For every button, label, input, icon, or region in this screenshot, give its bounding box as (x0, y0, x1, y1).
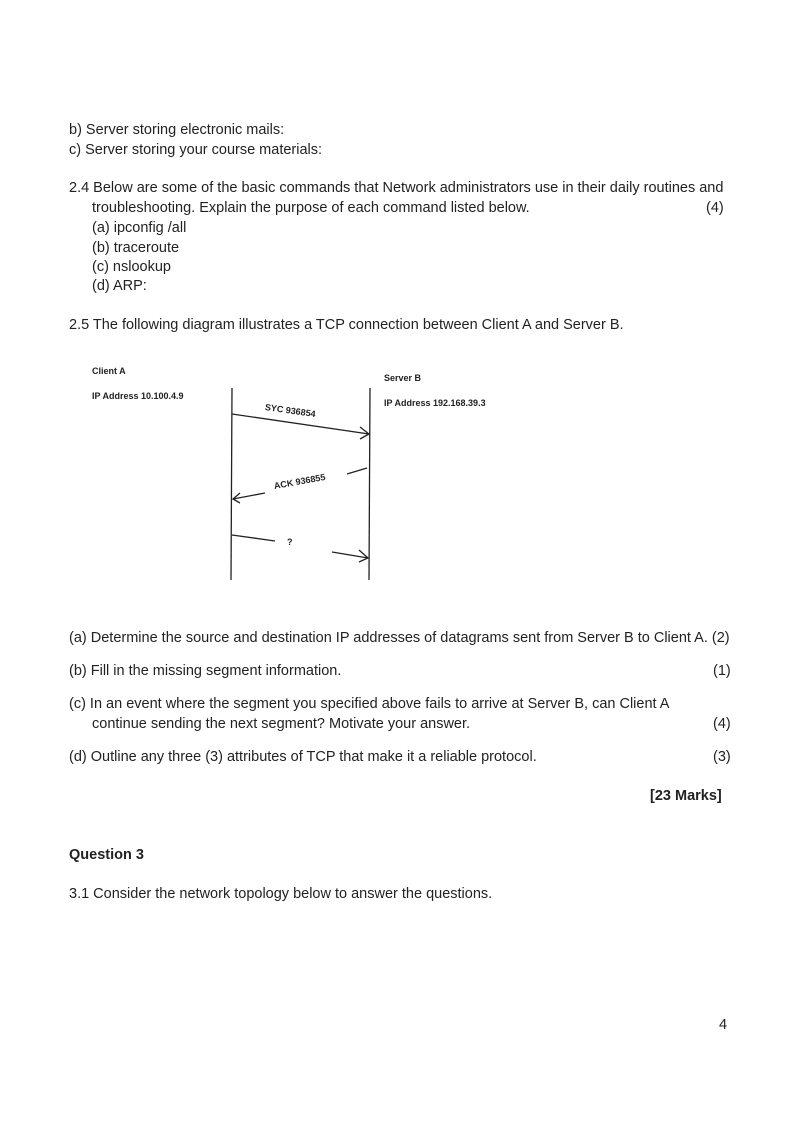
client-label: Client A (92, 366, 126, 376)
q24-marks: (4) (706, 200, 724, 216)
q24-item-a: (a) ipconfig /all (92, 220, 187, 236)
server-label: Server B (384, 373, 422, 383)
question-3-heading: Question 3 (69, 847, 144, 863)
syn-label: SYC 936854 (264, 402, 317, 420)
q25-intro: 2.5 The following diagram illustrates a TCP connection between Client A and Server B. (69, 317, 624, 333)
q24-line1: 2.4 Below are some of the basic commands that Network administrators use in their daily routines and (69, 180, 724, 196)
q25-d: (d) Outline any three (3) attributes of TCP that make it a reliable protocol. (69, 749, 537, 765)
q22-c: c) Server storing your course materials: (69, 142, 323, 158)
missing-arrow-left (232, 535, 275, 541)
q24-item-c: (c) nslookup (92, 259, 171, 275)
ack-arrow-right (347, 468, 367, 474)
server-timeline (369, 388, 370, 580)
syn-arrow (232, 414, 369, 434)
total-marks: [23 Marks] (650, 788, 722, 804)
q24-item-b: (b) traceroute (92, 240, 180, 256)
ack-label: ACK 936855 (273, 472, 327, 491)
q25-a: (a) Determine the source and destination IP addresses of datagrams sent from Server B to Client A. (2) (69, 630, 730, 646)
ack-arrow-left (233, 493, 265, 499)
q31: 3.1 Consider the network topology below to answer the questions. (69, 886, 493, 902)
q25-b-marks: (1) (713, 663, 731, 679)
missing-segment-label: ? (287, 537, 293, 547)
q24-item-d: (d) ARP: (92, 278, 147, 294)
client-timeline (231, 388, 232, 580)
client-ip: IP Address 10.100.4.9 (92, 391, 184, 401)
q25-c-line2: continue sending the next segment? Motivate your answer. (92, 716, 471, 732)
q22-b: b) Server storing electronic mails: (69, 122, 285, 138)
q25-d-marks: (3) (713, 749, 731, 765)
q25-b: (b) Fill in the missing segment information. (69, 663, 342, 679)
q25-c-marks: (4) (713, 716, 731, 732)
server-ip: IP Address 192.168.39.3 (384, 398, 486, 408)
page-number: 4 (719, 1017, 728, 1033)
q24-line2: troubleshooting. Explain the purpose of each command listed below. (92, 200, 530, 216)
q25-c: (c) In an event where the segment you specified above fails to arrive at Server B, can Client A (69, 696, 670, 712)
